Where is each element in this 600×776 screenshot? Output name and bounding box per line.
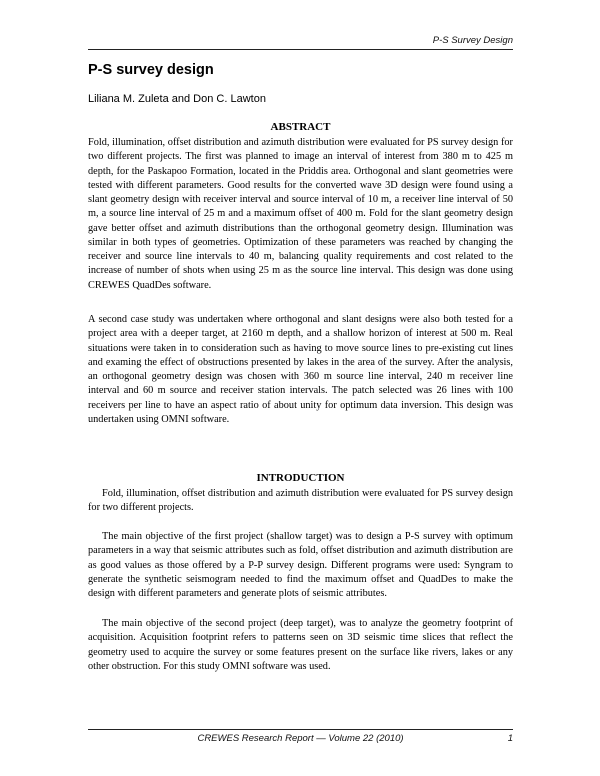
- page-number: 1: [507, 733, 513, 744]
- paper-title: P-S survey design: [88, 62, 214, 78]
- footer-rule: [88, 729, 513, 730]
- header-rule: [88, 49, 513, 50]
- introduction-heading: INTRODUCTION: [256, 472, 345, 484]
- running-header: P-S Survey Design: [432, 35, 513, 46]
- abstract-heading: ABSTRACT: [270, 121, 331, 133]
- introduction-paragraph-3: The main objective of the second project (deep target), was to analyze the geometry footprint of acquisition. Acquisition footprint refers to patterns seen on 3D seismic time slices that reflect the geometry used to acquire the survey or some features present on the surface like rivers, lakes or any other obstruction. For this study OMNI software was used.: [88, 618, 513, 672]
- abstract-paragraph-2: A second case study was undertaken where orthogonal and slant designs were also both tested for a project area with a deeper target, at 2160 m depth, and a shallow horizon of interest at 500 m. Real situations were taken in to consideration such as having to move source lines to pre-existing cut lines and examing the effect of obstructions presented by lakes in the area of the survey. After the analysis, an orthogonal geometry design was chosen with 360 m source line interval, 240 m receiver line interval and 60 m source and receiver station intervals. The patch selected was 26 lines with 100 receivers per line to have an aspect ratio of about unity for optimum data inversion. This design was undertaken using OMNI software.: [88, 314, 513, 425]
- introduction-paragraph-1: Fold, illumination, offset distribution and azimuth distribution were evaluated for PS survey design for two different projects.: [88, 488, 513, 514]
- abstract-paragraph-1: Fold, illumination, offset distribution and azimuth distribution were evaluated for PS survey design for two different projects. The first was planned to image an interval of interest from 380 m to 425 m depth, for the Paskapoo Formation, located in the Priddis area. Orthogonal and slant geometries were tested with different parameters. Good results for the converted wave 3D design were found using a slant geometry design with receiver interval and source interval of 10 m, a receiver line interval of 50 m, a source line interval of 25 m and a maximum offset of 400 m. Fold for the slant geometry design gave better offset and azimuth distributions than the orthogonal geometry design. Illumination was similar in both types of geometries. Optimization of these parameters was reached by changing the receiver and source line intervals to 40 m, balancing quality requirements and cost related to the increase of number of shots when using 25 m as the source line interval. This design was done using CREWES QuadDes software.: [88, 137, 513, 291]
- footer-journal: CREWES Research Report — Volume 22 (2010): [197, 733, 404, 744]
- paper-authors: Liliana M. Zuleta and Don C. Lawton: [88, 93, 266, 105]
- introduction-paragraph-2: The main objective of the first project (shallow target) was to design a P-S survey with optimum parameters in a way that seismic attributes such as fold, offset distribution and azimuth distribution are as good values as those offered by a P-P survey design. Different programs were used: Syngram to generate the synthetic seismogram needed to find the maximum offset and QuadDes to make the design with different parameters and generate plots of seismic attributes.: [88, 531, 513, 599]
